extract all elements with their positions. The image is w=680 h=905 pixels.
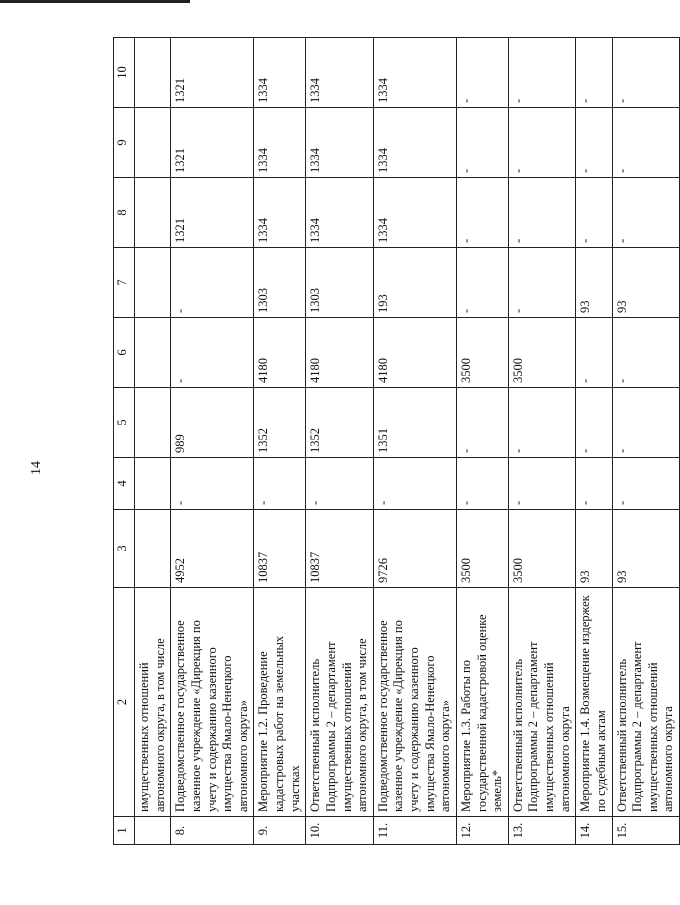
column-header-10: 10 (114, 38, 135, 108)
value-cell-col-9: 1334 (254, 108, 306, 178)
value-cell-col-9: 1334 (373, 108, 456, 178)
table-body (135, 38, 680, 845)
value-cell-col-8: 1334 (373, 178, 456, 248)
column-header-1: 1 (114, 817, 135, 845)
value-cell-col-9: 1321 (171, 108, 254, 178)
value-cell-col-4: - (171, 458, 254, 510)
value-cell-col-6: - (576, 318, 612, 388)
table-row (254, 38, 306, 845)
value-cell-col-5: 989 (171, 388, 254, 458)
value-cell-col-3: 93 (612, 510, 680, 588)
value-cell-col-7: 93 (576, 248, 612, 318)
value-cell-col-3: 3500 (508, 510, 576, 588)
value-cell-col-6: 4180 (373, 318, 456, 388)
value-cell-col-9: - (456, 108, 508, 178)
value-cell-col-10: 1334 (306, 38, 374, 108)
row-number: 12. (456, 817, 508, 845)
value-cell-col-10: 1321 (171, 38, 254, 108)
value-cell-col-9: 1334 (306, 108, 374, 178)
table-row (508, 38, 576, 845)
value-cell-col-4: - (373, 458, 456, 510)
value-cell-col-6: 3500 (456, 318, 508, 388)
value-cell-col-7: - (456, 248, 508, 318)
row-number: 11. (373, 817, 456, 845)
value-cell-col-7: - (171, 248, 254, 318)
row-description: Ответственный исполнитель Подпрограммы 2 – департамент имущественных отношений автономного округа, в том числе (306, 588, 374, 817)
value-cell-col-10: 1334 (254, 38, 306, 108)
value-cell-col-4: - (456, 458, 508, 510)
value-cell-col-5: - (576, 388, 612, 458)
column-header-2: 2 (114, 588, 135, 817)
value-cell-col-5: 1352 (254, 388, 306, 458)
top-rule (0, 0, 190, 3)
table-row (306, 38, 374, 845)
column-header-8: 8 (114, 178, 135, 248)
value-cell-col-3: 10837 (306, 510, 374, 588)
value-cell-col-4: - (612, 458, 680, 510)
value-cell-col-5: - (612, 388, 680, 458)
page-number: 14 (29, 461, 44, 475)
value-cell-col-9: - (508, 108, 576, 178)
row-description: Ответственный исполнитель Подпрограммы 2 – департамент имущественных отношений автономного округа (612, 588, 680, 817)
value-cell-col-6: 3500 (508, 318, 576, 388)
row-description: Ответственный исполнитель Подпрограммы 2 – департамент имущественных отношений автономного округа (508, 588, 576, 817)
value-cell-col-9: - (576, 108, 612, 178)
value-cell-col-8: - (508, 178, 576, 248)
table-row (135, 38, 171, 845)
column-header-7: 7 (114, 248, 135, 318)
value-cell-col-4 (135, 458, 171, 510)
column-header-4: 4 (114, 458, 135, 510)
row-number: 8. (171, 817, 254, 845)
value-cell-col-8: 1321 (171, 178, 254, 248)
value-cell-col-10: - (612, 38, 680, 108)
value-cell-col-5: 1352 (306, 388, 374, 458)
row-number: 15. (612, 817, 680, 845)
value-cell-col-5: 1351 (373, 388, 456, 458)
value-cell-col-4: - (306, 458, 374, 510)
column-header-6: 6 (114, 318, 135, 388)
row-number: 13. (508, 817, 576, 845)
value-cell-col-8: 1334 (306, 178, 374, 248)
row-description: Подведомственное государственное казенное учреждение «Дирекция по учету и содержанию казенного имущества Ямало-Ненецкого автономного округа» (171, 588, 254, 817)
row-description: Мероприятие 1.4. Возмещение издержек по судебным актам (576, 588, 612, 817)
budget-table (113, 37, 680, 845)
value-cell-col-10 (135, 38, 171, 108)
value-cell-col-3: 9726 (373, 510, 456, 588)
table-row (576, 38, 612, 845)
value-cell-col-9: - (612, 108, 680, 178)
column-header-5: 5 (114, 388, 135, 458)
column-header-9: 9 (114, 108, 135, 178)
value-cell-col-7: 193 (373, 248, 456, 318)
value-cell-col-8: - (612, 178, 680, 248)
value-cell-col-4: - (576, 458, 612, 510)
value-cell-col-10: - (576, 38, 612, 108)
row-number (135, 817, 171, 845)
table-row (171, 38, 254, 845)
value-cell-col-5 (135, 388, 171, 458)
value-cell-col-7: 93 (612, 248, 680, 318)
value-cell-col-7: - (508, 248, 576, 318)
value-cell-col-3: 3500 (456, 510, 508, 588)
table-row (373, 38, 456, 845)
column-header-3: 3 (114, 510, 135, 588)
row-number: 9. (254, 817, 306, 845)
value-cell-col-6: 4180 (306, 318, 374, 388)
value-cell-col-8: - (576, 178, 612, 248)
value-cell-col-3: 4952 (171, 510, 254, 588)
rotated-table-container (113, 38, 676, 845)
value-cell-col-3: 93 (576, 510, 612, 588)
table-row (612, 38, 680, 845)
value-cell-col-10: - (508, 38, 576, 108)
header-row (114, 38, 135, 845)
row-number: 10. (306, 817, 374, 845)
row-description: Мероприятие 1.2. Проведение кадастровых работ на земельных участках (254, 588, 306, 817)
value-cell-col-8 (135, 178, 171, 248)
value-cell-col-10: - (456, 38, 508, 108)
value-cell-col-8: 1334 (254, 178, 306, 248)
row-description: Мероприятие 1.3. Работы по государственной кадастровой оценке земель* (456, 588, 508, 817)
value-cell-col-4: - (508, 458, 576, 510)
value-cell-col-9 (135, 108, 171, 178)
value-cell-col-6: - (612, 318, 680, 388)
row-description: имущественных отношений автономного округа, в том числе (135, 588, 171, 817)
value-cell-col-6: - (171, 318, 254, 388)
value-cell-col-6: 4180 (254, 318, 306, 388)
value-cell-col-3: 10837 (254, 510, 306, 588)
table-row (456, 38, 508, 845)
value-cell-col-5: - (508, 388, 576, 458)
value-cell-col-8: - (456, 178, 508, 248)
value-cell-col-10: 1334 (373, 38, 456, 108)
value-cell-col-5: - (456, 388, 508, 458)
value-cell-col-7 (135, 248, 171, 318)
value-cell-col-7: 1303 (306, 248, 374, 318)
value-cell-col-7: 1303 (254, 248, 306, 318)
row-description: Подведомственное государственное казенное учреждение «Дирекция по учету и содержанию казенного имущества Ямало-Ненецкого автономного округа» (373, 588, 456, 817)
value-cell-col-6 (135, 318, 171, 388)
value-cell-col-4: - (254, 458, 306, 510)
row-number: 14. (576, 817, 612, 845)
value-cell-col-3 (135, 510, 171, 588)
